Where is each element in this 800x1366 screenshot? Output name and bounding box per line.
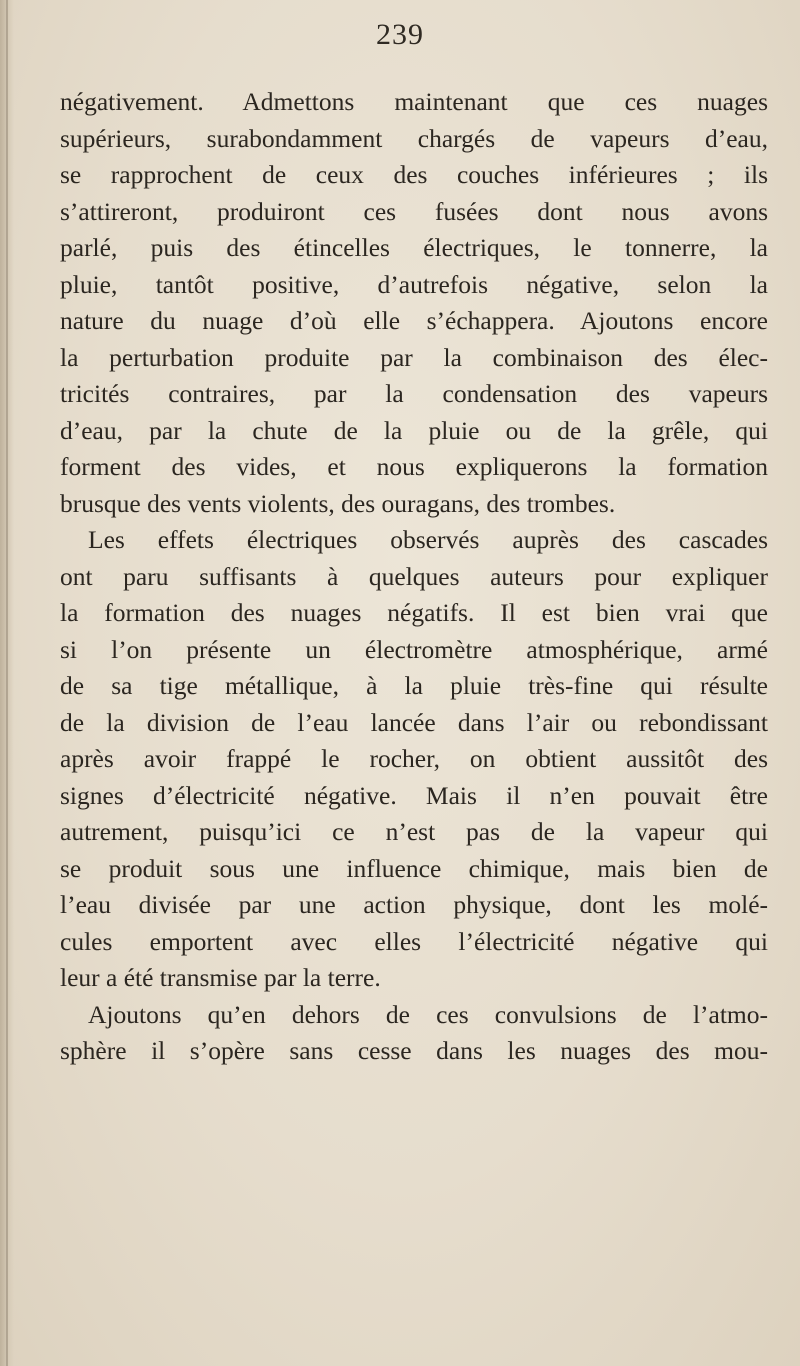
text-line: de la division de l’eau lancée dans l’air ou rebondissant: [60, 707, 768, 737]
text-line: autrement, puisqu’ici ce n’est pas de la vapeur qui: [60, 817, 768, 846]
text-line: Les effets électriques observés auprès des cascades: [88, 525, 768, 554]
text-line: nature du nuage d’où elle s’échappera. Ajoutons encore: [60, 306, 768, 335]
text-line: ont paru suffisants à quelques auteurs pour expliquer: [60, 561, 768, 591]
text-line: d’eau, par la chute de la pluie ou de la grêle, qui: [60, 415, 768, 445]
text-line: se produit sous une influence chimique, mais bien de: [60, 853, 768, 883]
text-line: s’attireront, produiront ces fusées dont nous avons: [60, 196, 768, 226]
text-line: si l’on présente un électromètre atmosphérique, armé: [60, 634, 768, 664]
text-line: Ajoutons qu’en dehors de ces convulsions de l’atmo-: [88, 999, 768, 1029]
text-line: pluie, tantôt positive, d’autrefois négative, selon la: [60, 269, 768, 299]
text-line: forment des vides, et nous expliquerons la formation: [60, 452, 768, 481]
body-text: [60, 84, 768, 1070]
text-line: la formation des nuages négatifs. Il est bien vrai que: [60, 598, 768, 627]
text-line: de sa tige métallique, à la pluie très-fine qui résulte: [60, 671, 768, 700]
text-line: cules emportent avec elles l’électricité négative qui: [60, 926, 768, 956]
text-line: leur a été transmise par la terre.: [60, 963, 381, 992]
text-line: signes d’électricité négative. Mais il n’en pouvait être: [60, 780, 768, 810]
text-line: sphère il s’opère sans cesse dans les nuages des mou-: [60, 1036, 768, 1065]
page-edge-line: [6, 0, 8, 1366]
text-line: parlé, puis des étincelles électriques, le tonnerre, la: [60, 233, 768, 262]
text-line: négativement. Admettons maintenant que ces nuages: [60, 87, 768, 116]
text-line: brusque des vents violents, des ouragans, des trombes.: [60, 488, 616, 518]
text-line: après avoir frappé le rocher, on obtient aussitôt des: [60, 744, 768, 773]
text-line: supérieurs, surabondamment chargés de vapeurs d’eau,: [60, 123, 768, 153]
text-line: se rapprochent de ceux des couches inférieures ; ils: [60, 160, 768, 189]
text-line: tricités contraires, par la condensation des vapeurs: [60, 379, 768, 408]
text-line: l’eau divisée par une action physique, dont les molé-: [60, 890, 768, 919]
page-number: 239: [376, 18, 424, 51]
text-line: la perturbation produite par la combinaison des élec-: [60, 342, 768, 372]
